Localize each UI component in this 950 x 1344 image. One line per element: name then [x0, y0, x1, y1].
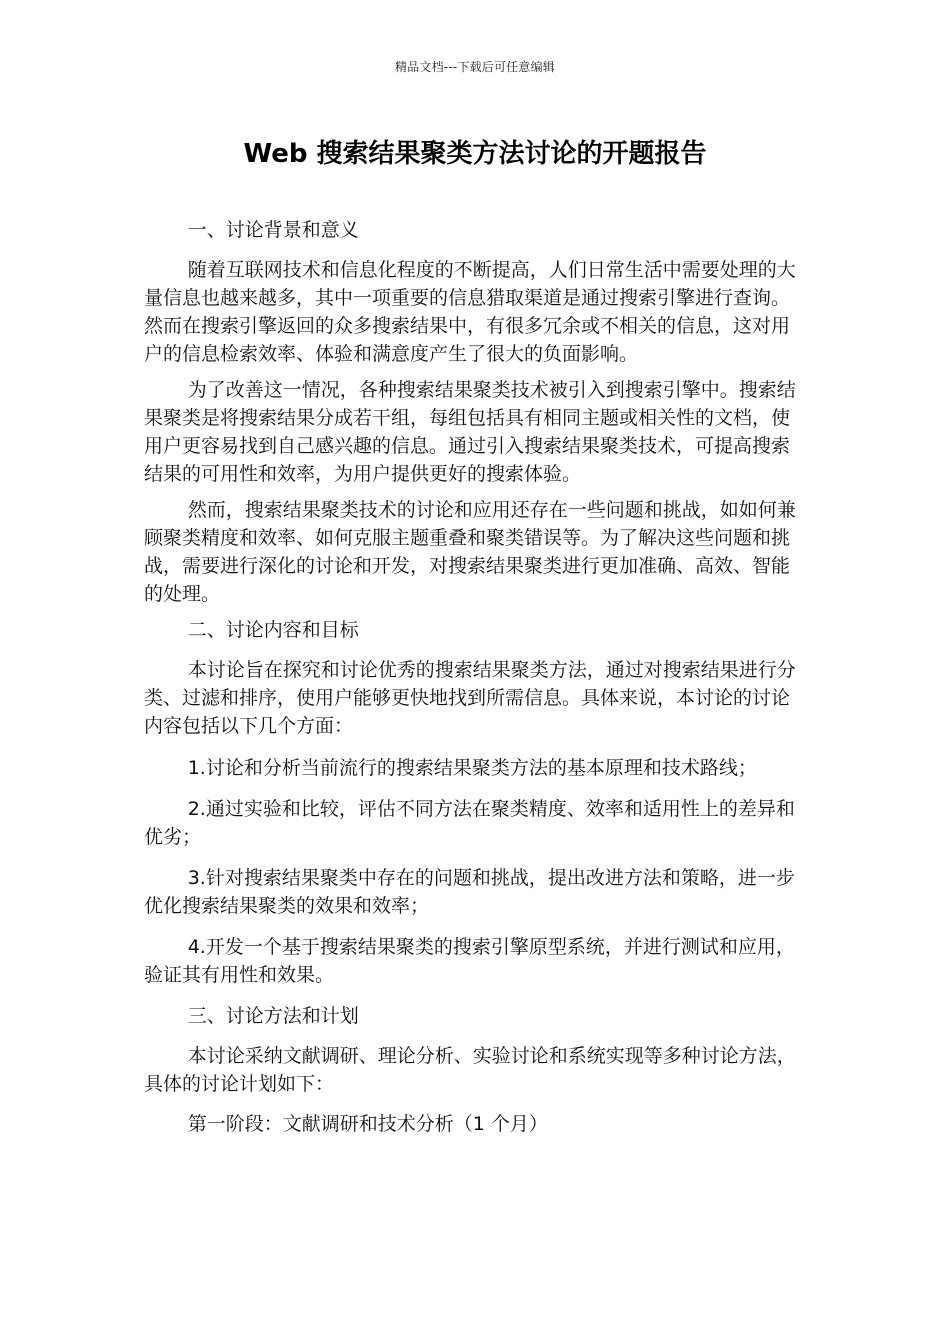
content-list-item-1: 1.讨论和分析当前流行的搜索结果聚类方法的基本原理和技术路线； — [187, 757, 757, 779]
paragraph-background-1: 随着互联网技术和信息化程度的不断提高，人们日常生活中需要处理的大量信息也越来越多，其中一项重要的信息猎取渠道是通过搜索引擎进行查询。然而在搜索引擎返回的众多搜索结果中，有很多冗余或不相关的信息，这对用户的信息检索效率、体验和满意度产生了很大的负面影响。 — [144, 259, 796, 365]
document-body — [144, 216, 804, 1146]
header-note: 精品文档---下载后可任意编辑 — [395, 60, 555, 74]
paragraph-method-intro: 本讨论采纳文献调研、理论分析、实验讨论和系统实现等多种讨论方法，具体的讨论计划如下： — [144, 1045, 796, 1095]
document-title: Web 搜索结果聚类方法讨论的开题报告 — [243, 139, 707, 169]
content-list-item-4: 4.开发一个基于搜索结果聚类的搜索引擎原型系统，并进行测试和应用，验证其有用性和效果。 — [144, 936, 795, 986]
section-heading-content: 二、讨论内容和目标 — [187, 619, 359, 641]
paragraph-background-3: 然而，搜索结果聚类技术的讨论和应用还存在一些问题和挑战，如如何兼顾聚类精度和效率、如何克服主题重叠和聚类错误等。为了解决这些问题和挑战，需要进行深化的讨论和开发，对搜索结果聚类进行更加准确、高效、智能的处理。 — [144, 499, 796, 605]
paragraph-background-2: 为了改善这一情况，各种搜索结果聚类技术被引入到搜索引擎中。搜索结果聚类是将搜索结果分成若干组，每组包括具有相同主题或相关性的文档，使用户更容易找到自己感兴趣的信息。通过引入搜索结果聚类技术，可提高搜索结果的可用性和效率，为用户提供更好的搜索体验。 — [144, 379, 796, 485]
content-list-item-2: 2.通过实验和比较，评估不同方法在聚类精度、效率和适用性上的差异和优劣； — [144, 798, 795, 848]
paragraph-content-intro: 本讨论旨在探究和讨论优秀的搜索结果聚类方法，通过对搜索结果进行分类、过滤和排序，使用户能够更快地找到所需信息。具体来说，本讨论的讨论内容包括以下几个方面： — [144, 659, 796, 737]
section-heading-background: 一、讨论背景和意义 — [187, 219, 359, 241]
section-heading-method: 三、讨论方法和计划 — [187, 1005, 359, 1027]
paragraph-method-phase-1: 第一阶段：文献调研和技术分析（1 个月） — [187, 1113, 548, 1135]
content-list-item-3: 3.针对搜索结果聚类中存在的问题和挑战，提出改进方法和策略，进一步优化搜索结果聚类的效果和效率； — [144, 867, 795, 917]
